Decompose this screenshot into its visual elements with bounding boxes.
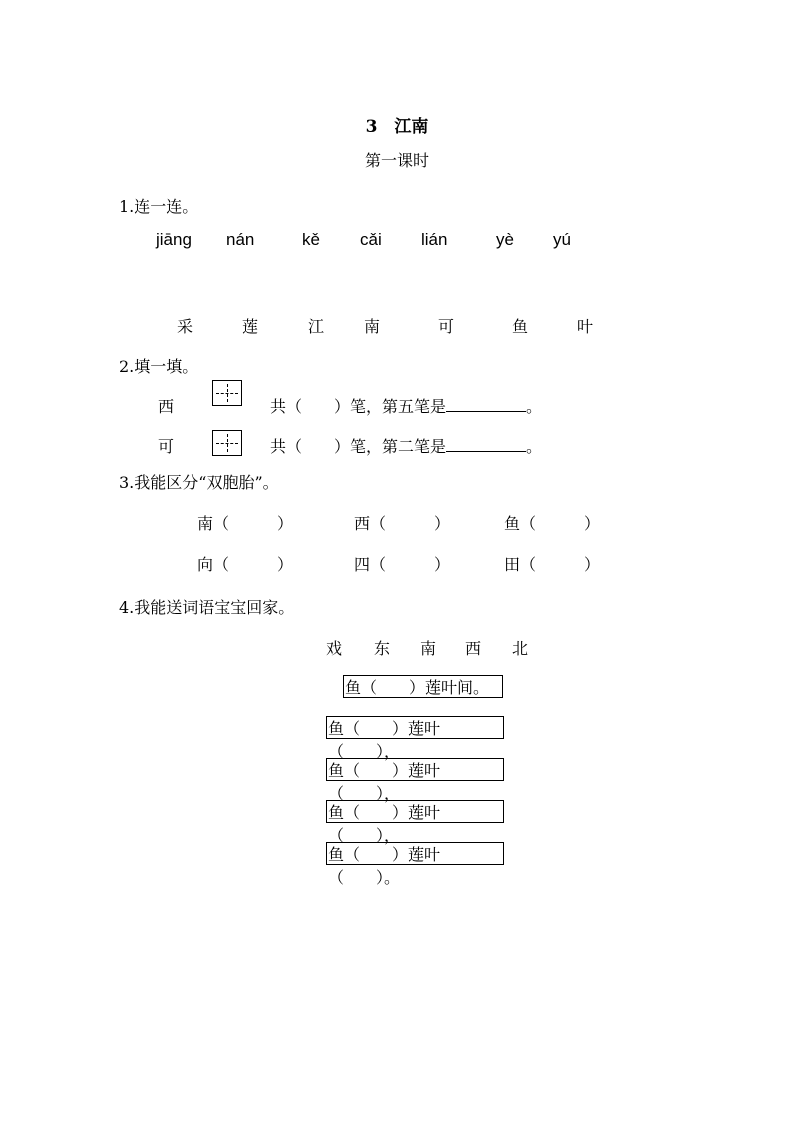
q2-end: 。 [526, 397, 543, 416]
page-subtitle: 第一课时 [364, 151, 429, 170]
q2-char: 西 [158, 397, 175, 416]
q2-prompt: 共（ ）笔，第五笔是 [270, 397, 447, 416]
poem-line-box: 鱼（ ）莲叶间。 [343, 675, 503, 698]
q2-label: 2.填一填。 [119, 357, 199, 376]
pinyin-item: yú [553, 230, 571, 249]
char-item: 叶 [577, 317, 594, 336]
pinyin-item: cǎi [360, 230, 382, 249]
q3-cell: 四（ ） [354, 555, 451, 574]
q2-char: 可 [158, 437, 175, 456]
q4-label: 4.我能送词语宝宝回家。 [119, 598, 295, 617]
writing-grid[interactable] [212, 380, 242, 406]
q3-cell: 田（ ） [504, 555, 601, 574]
char-item: 莲 [242, 317, 259, 336]
pinyin-item: jiāng [156, 230, 192, 249]
word-item: 东 [374, 639, 391, 658]
poem-line-box: 鱼（ ）莲叶（ ）。 [326, 842, 504, 865]
word-item: 北 [512, 639, 529, 658]
poem-line-box: 鱼（ ）莲叶（ ）， [326, 800, 504, 823]
word-item: 西 [465, 639, 482, 658]
writing-grid[interactable] [212, 430, 242, 456]
answer-blank[interactable] [446, 435, 526, 452]
q3-cell: 鱼（ ） [504, 514, 601, 533]
word-item: 南 [420, 639, 437, 658]
q3-cell: 西（ ） [354, 514, 451, 533]
q2-row [270, 394, 542, 417]
page-title: 3 江南 [365, 117, 429, 137]
q1-label: 1.连一连。 [119, 197, 199, 216]
char-item: 江 [308, 317, 325, 336]
pinyin-item: kě [302, 230, 320, 249]
char-item: 采 [177, 317, 194, 336]
q3-label: 3.我能区分“双胞胎”。 [119, 473, 279, 492]
q2-end: 。 [526, 437, 543, 456]
pinyin-item: lián [421, 230, 448, 249]
q3-cell: 南（ ） [197, 514, 294, 533]
answer-blank[interactable] [446, 395, 526, 412]
char-item: 鱼 [512, 317, 529, 336]
q3-cell: 向（ ） [197, 555, 294, 574]
q2-prompt: 共（ ）笔，第二笔是 [270, 437, 447, 456]
char-item: 可 [438, 317, 455, 336]
pinyin-item: nán [226, 230, 255, 249]
word-item: 戏 [326, 639, 343, 658]
poem-line-box: 鱼（ ）莲叶（ ）， [326, 758, 504, 781]
poem-line-box: 鱼（ ）莲叶（ ）， [326, 716, 504, 739]
pinyin-item: yè [496, 230, 514, 249]
char-item: 南 [364, 317, 381, 336]
q2-row [270, 434, 542, 457]
